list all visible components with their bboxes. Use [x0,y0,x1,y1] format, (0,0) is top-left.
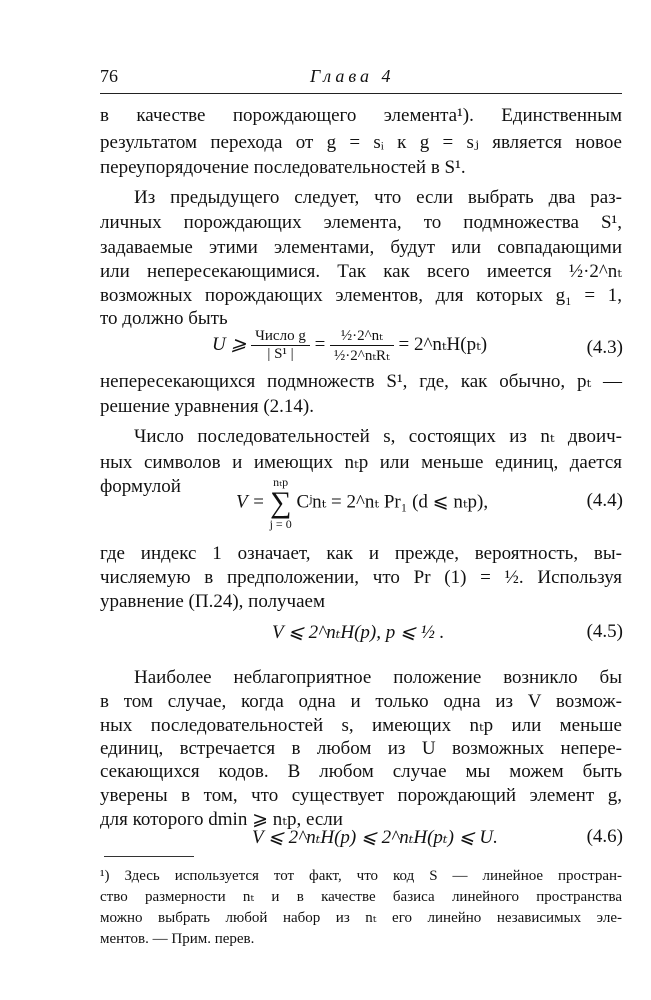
footnote-line: можно выбрать любой набор из nₜ его линейно независимых эле- [100,910,622,926]
text-line: результатом перехода от g = sᵢ к g = sⱼ является новое [100,132,622,153]
footnote-rule [104,856,194,857]
sum-lower-limit: j = 0 [269,517,292,531]
text-line: в том случае, когда одна и только одна из V возмож- [100,691,622,712]
text-line: решение уравнения (2.14). [100,396,315,417]
text-line: уравнение (П.24), получаем [100,591,325,612]
text-line: секающихся кодов. В любом случае мы можем быть [100,761,622,782]
eq-lhs: V = [236,491,265,513]
footnote-line: ментов. — Прим. перев. [100,931,255,947]
denominator: | S¹ | [267,346,294,362]
text-line: ных символов и имеющих nₜp или меньше единиц, дается [100,452,622,473]
denominator: ½·2^nₜRₜ [334,348,390,364]
equation-4-4 [236,476,488,530]
equation-4-5 [272,621,444,644]
text-line: или непересекающимися. Так как всего имеется ½·2^nₜ [100,261,622,282]
numerator: ½·2^nₜ [330,326,394,346]
eq-body: V ⩽ 2^nₜH(p) ⩽ 2^nₜH(pₜ) ⩽ U. [252,827,498,848]
text-line: формулой [100,476,181,497]
eq-body: Cʲnₜ = 2^nₜ Pr₁ (d ⩽ nₜp), [296,491,489,513]
text-line: ных последовательностей s, имеющих nₜp или меньше [100,715,622,736]
text-line: возможных порождающих элементов, для которых g₁ = 1, [100,285,622,306]
text-line: для которого dmin ⩾ nₜp, если [100,809,343,830]
text-line: личных порождающих элемента, то подмножества S¹, [100,212,622,233]
numerator: Число g [251,328,310,346]
fraction [251,328,310,363]
equation-4-6 [252,826,498,849]
text-line: Наиболее неблагоприятное положение возникло бы [134,667,622,688]
header-rule [100,93,622,94]
sigma-symbol: ∑ [269,486,292,519]
text-line: числяемую в предположении, что Pr (1) = ½. Используя [100,567,622,588]
sum-upper-limit: nₜp [273,475,289,489]
footnote-line: ство размерности nₜ и в качестве базиса линейного пространства [100,889,622,905]
text-line: где индекс 1 означает, как и прежде, вероятность, вы- [100,543,622,564]
fraction [330,326,394,365]
equation-number: (4.5) [586,621,623,642]
text-line: то должно быть [100,308,228,329]
text-line: Число последовательностей s, состоящих из nₜ двоич- [134,426,622,447]
equals-sign: = [314,333,326,355]
text-line: единиц, встречается в любом из U возможных непере- [100,738,622,759]
text-line: переупорядочение последовательностей в S¹. [100,157,466,178]
eq-body: V ⩽ 2^nₜH(p), p ⩽ ½ . [272,622,445,643]
text-line: уверены в том, что существует порождающий элемент g, [100,785,622,806]
text-line: Из предыдущего следует, что если выбрать два раз- [134,187,622,208]
footnote-line: ¹) Здесь используется тот факт, что код S — линейное простран- [100,868,622,884]
text-line: задаваемые этими элементами, будут или совпадающими [100,237,622,258]
chapter-title: Глава 4 [310,66,395,86]
text-line: непересекающихся подмножеств S¹, где, как обычно, pₜ — [100,371,622,392]
page-number: 76 [100,66,118,86]
eq-rhs: = 2^nₜH(pₜ) [398,333,488,355]
equation-number: (4.3) [586,337,623,358]
eq-lhs: U ⩾ [212,333,247,355]
summation [270,476,292,530]
text-line: в качестве порождающего элемента¹). Единственным [100,105,622,126]
equation-4-3 [212,326,487,365]
equation-number: (4.6) [586,826,623,847]
running-header [100,66,620,90]
equation-number: (4.4) [586,490,623,511]
